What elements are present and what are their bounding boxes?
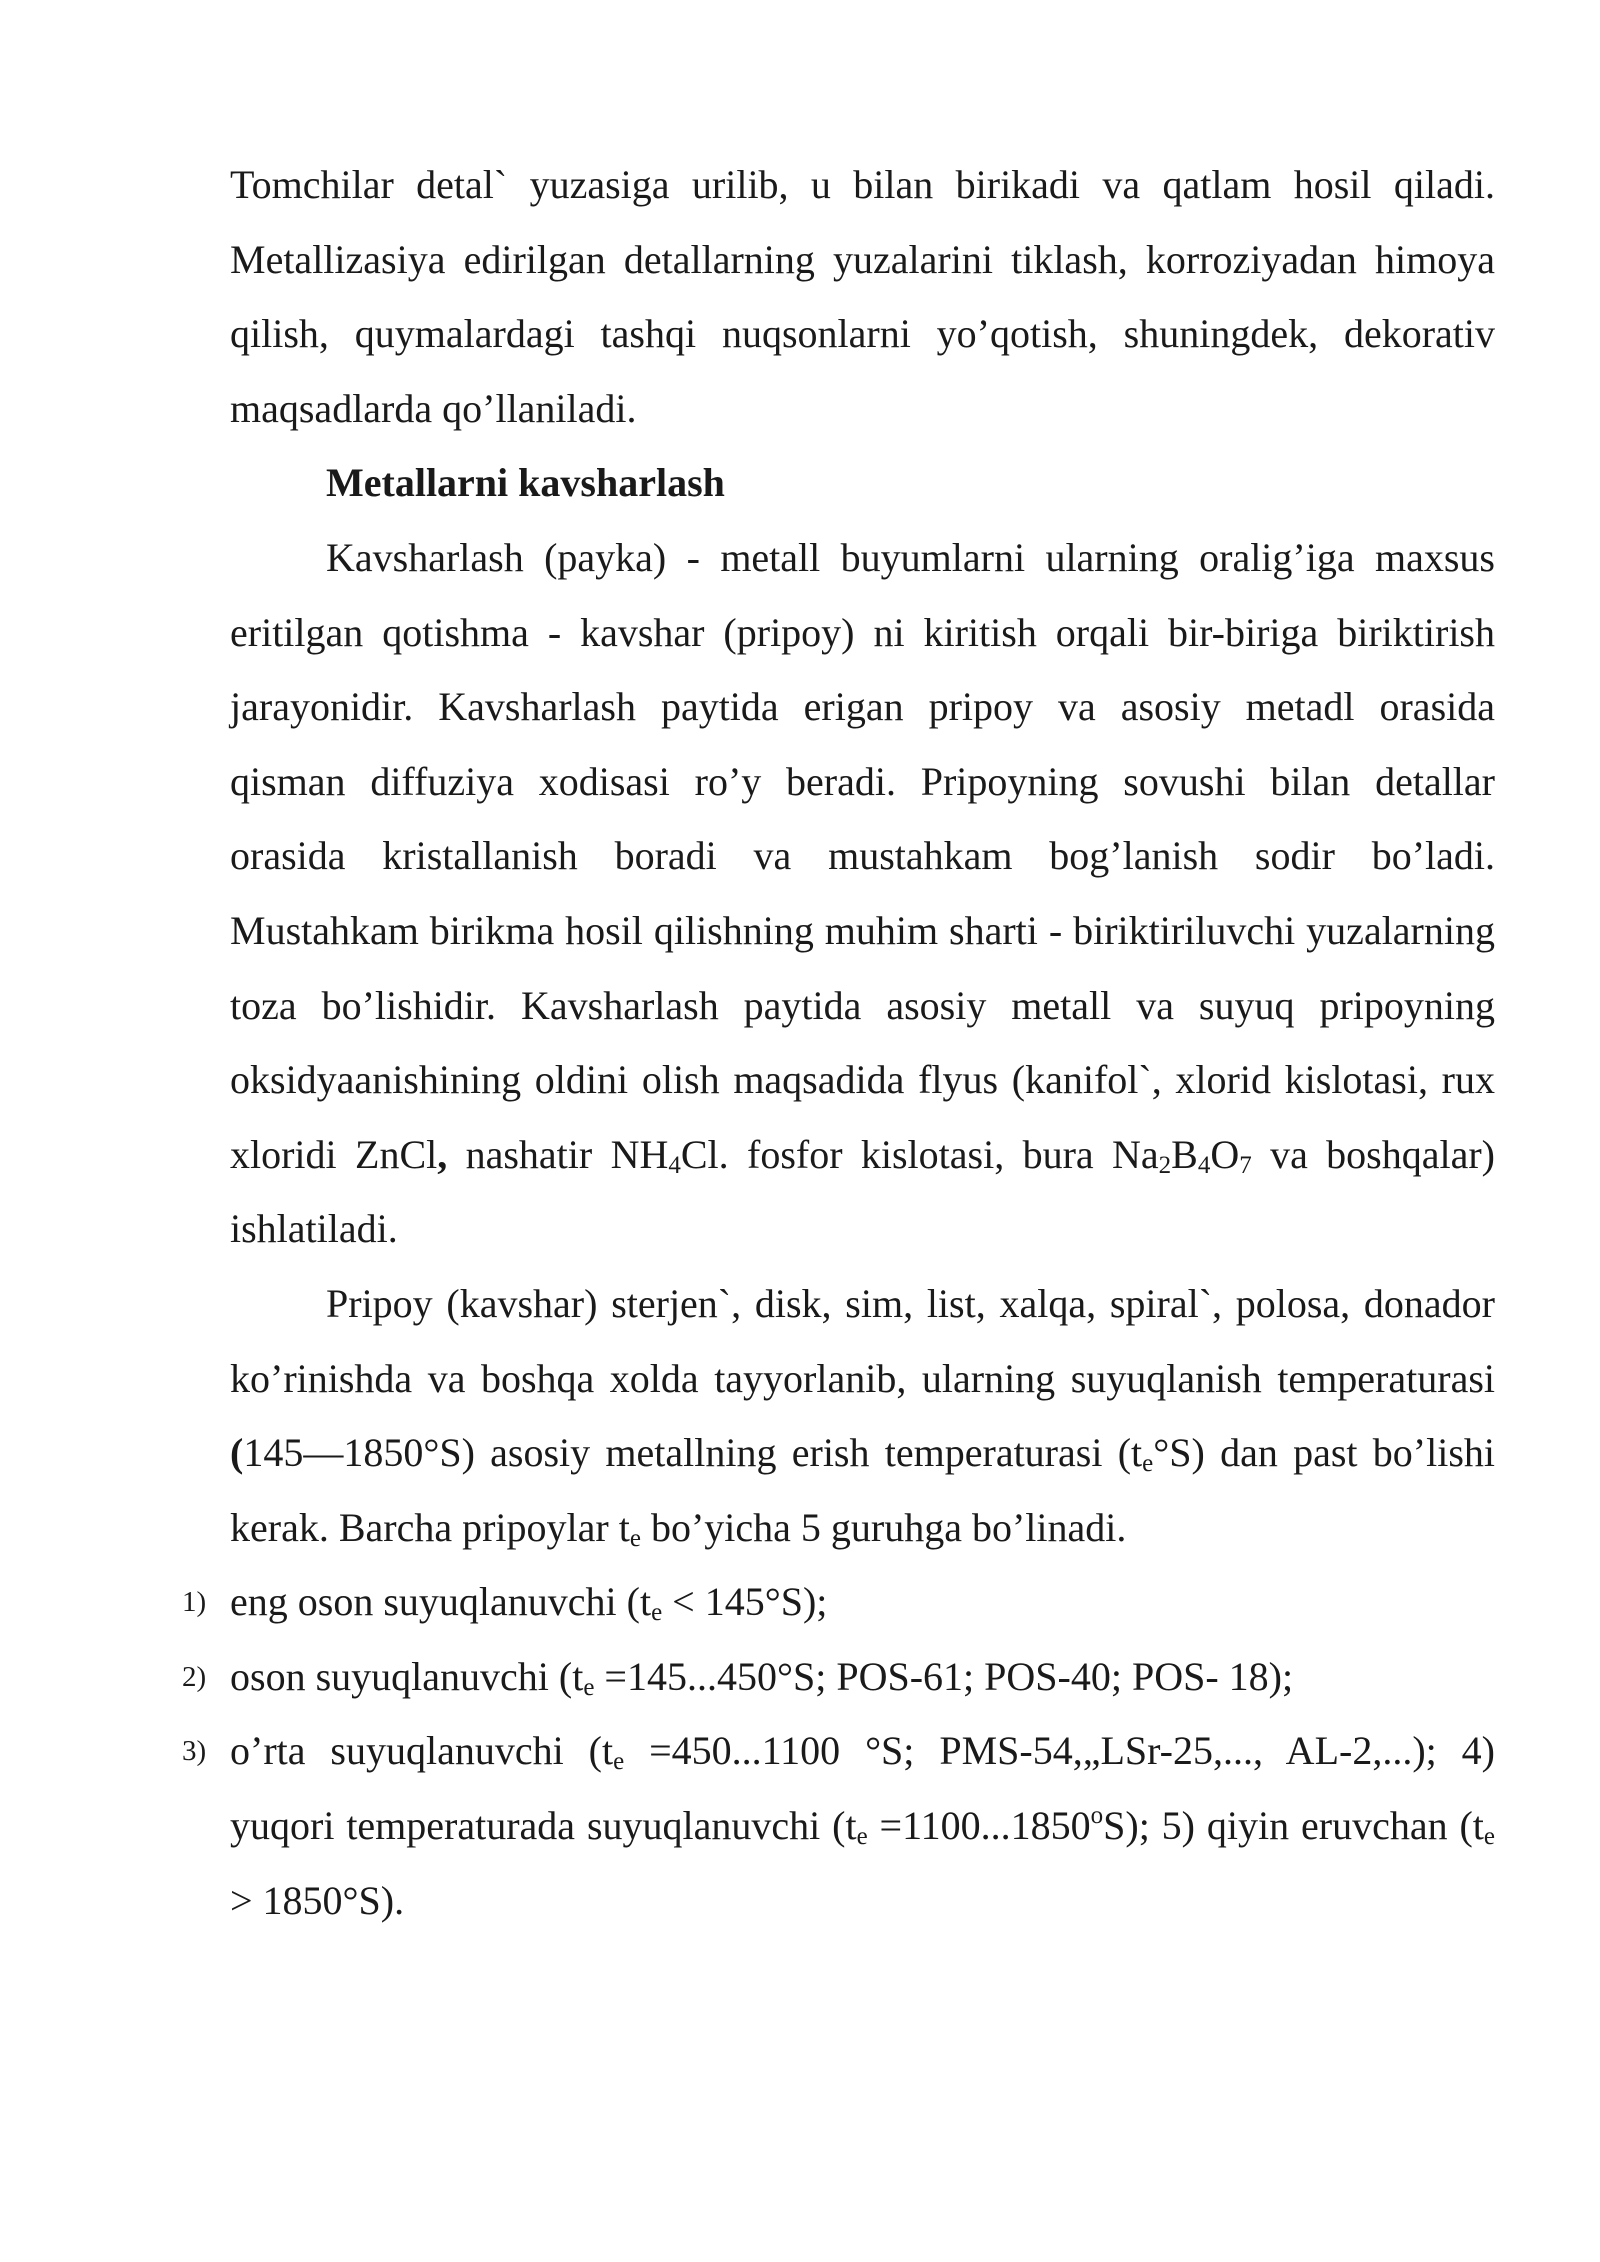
list-text: =1100...1850 <box>867 1803 1091 1849</box>
list-text: S); 5) qiyin eruvchan (t <box>1103 1803 1484 1849</box>
paragraph-text: O <box>1210 1131 1240 1177</box>
paragraph-text: °S) dan past bo’lishi kerak. Barcha pripoylar t <box>230 1430 1496 1550</box>
paragraph-text: bo’yicha 5 guruhga bo’linadi. <box>640 1504 1127 1550</box>
subscript: 4 <box>1197 1151 1211 1179</box>
paragraph-text: Cl. fosfor kislotasi, bura Na <box>680 1131 1159 1177</box>
list-item <box>182 1714 1495 1938</box>
superscript: o <box>1090 1802 1104 1830</box>
list-text: > 1850°S). <box>230 1877 405 1923</box>
paragraph-metallization <box>230 148 1495 446</box>
subscript: e <box>583 1673 595 1701</box>
list-text: =450...1100 °S; PMS-54,„LSr-25,..., AL-2,...); 4) yuqori temperaturada suyuqlanuvchi (t <box>230 1728 1495 1849</box>
subscript: 2 <box>1158 1151 1172 1179</box>
subscript: e <box>1142 1450 1154 1478</box>
list-text: =145...450°S; POS-61; POS-40; POS- 18); <box>594 1653 1294 1699</box>
list-number: 3) <box>182 1735 207 1768</box>
list-number: 1) <box>182 1586 207 1619</box>
paragraph-text: nashatir NH <box>447 1131 669 1177</box>
subscript: 7 <box>1239 1151 1252 1179</box>
list-item <box>182 1640 1495 1715</box>
paragraph-text: Pripoy (kavshar) sterjen`, disk, sim, list, xalqa, spiral`, polosa, donador ko’rinishda va boshqa xolda tayyorlanib, ularning suyuqlanish temperaturasi <box>230 1280 1495 1401</box>
paragraph-text: 145—1850°S) asosiy metallning erish temperaturasi (t <box>243 1430 1143 1476</box>
paragraph-text: va boshqalar) ishlatiladi. <box>230 1131 1496 1252</box>
list-number: 2) <box>182 1660 207 1693</box>
paragraph-text: Kavsharlash (payka) - metall buyumlarni ularning oralig’iga maxsus eritilgan qotishma - kavshar (pripoy) ni kiritish orqali bir-biriga biriktirish jarayonidir. Kavsharlash paytida erigan pripoy va asosiy metadl orasida qisman diffuziya xodisasi ro’y beradi. Pripoyning sovushi bilan detallar orasida kristallanish boradi va mustahkam bog’lanish sodir bo’ladi. Mustahkam birikma hosil qilishning muhim sharti - biriktiriluvchi yuzalarning toza bo’lishidir. Kavsharlash paytida asosiy metall va suyuq pripoyning oksidyaanishining oldini olish maqsadida flyus (kanifol`, xlorid kislotasi, rux xloridi ZnCl <box>230 534 1495 1177</box>
paragraph-solder-forms <box>230 1267 1495 1565</box>
solder-groups-list <box>182 1565 1495 1938</box>
list-text: < 145°S); <box>662 1579 828 1625</box>
subscript: e <box>856 1823 868 1851</box>
paragraph-soldering-definition <box>230 521 1495 1267</box>
section-heading: Metallarni kavsharlash <box>326 460 725 506</box>
paragraph-text: Tomchilar detal` yuzasiga urilib, u bilan birikadi va qatlam hosil qiladi. Metallizasiya edirilgan detallarning yuzalarini tiklash, korroziyadan himoya qilish, quymalardagi tashqi nuqsonlarni yo’qotish, shuningdek, dekorativ maqsadlarda qo’llaniladi. <box>230 162 1495 431</box>
list-text: o’rta suyuqlanuvchi (t <box>230 1728 614 1774</box>
list-text: oson suyuqlanuvchi (t <box>230 1653 584 1699</box>
subscript: e <box>629 1524 641 1552</box>
subscript: e <box>651 1599 663 1627</box>
document-page <box>182 148 1496 1938</box>
subscript: e <box>1483 1823 1495 1851</box>
bold-comma: , <box>437 1131 448 1177</box>
list-item <box>182 1565 1495 1640</box>
paragraph-text: B <box>1171 1131 1198 1177</box>
list-text: eng oson suyuqlanuvchi (t <box>230 1579 652 1625</box>
subscript: 4 <box>668 1151 681 1179</box>
subscript: e <box>613 1748 625 1776</box>
bold-parenthesis: ( <box>230 1430 244 1476</box>
